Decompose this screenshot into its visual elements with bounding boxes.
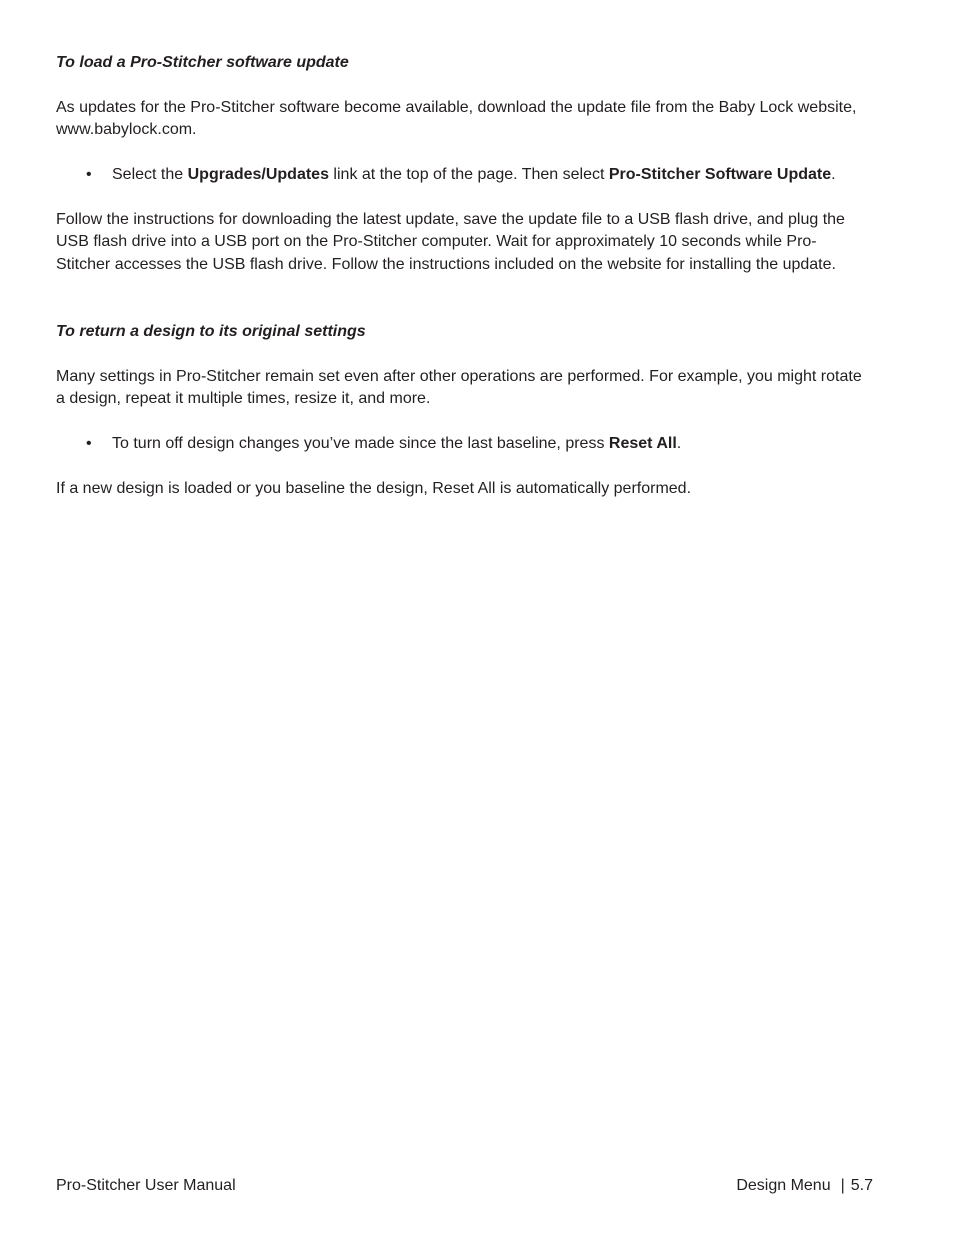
- software-update-label: Pro-Stitcher Software Update: [608, 166, 832, 183]
- paragraph-settings-remain: Many settings in Pro-Stitcher remain set even after other operations are performed. For example, you might rotate a design, repeat it multiple times, resize it, and more.: [56, 368, 862, 408]
- bullet-text: [112, 433, 681, 455]
- footer-section-name: Design Menu: [736, 1177, 831, 1194]
- reset-all-label: Reset All: [608, 435, 677, 452]
- bullet-text: [112, 164, 836, 186]
- bullet-text-suffix: .: [676, 435, 682, 452]
- footer-manual-title: Pro-Stitcher User Manual: [56, 1177, 236, 1194]
- upgrades-updates-link-label: Upgrades/Updates: [187, 166, 329, 183]
- paragraph-reset-automatic: If a new design is loaded or you baseline the design, Reset All is automatically performed.: [56, 480, 692, 497]
- bullet-marker: •: [86, 435, 92, 452]
- bullet-text-suffix: .: [831, 166, 836, 183]
- footer-page-info: [736, 1175, 873, 1197]
- heading-load-software-update: To load a Pro-Stitcher software update: [56, 54, 349, 71]
- footer-separator: |: [840, 1177, 845, 1194]
- paragraph-follow-instructions: Follow the instructions for downloading the latest update, save the update file to a USB flash drive, and plug the USB flash drive into a USB port on the Pro-Stitcher computer. Wait for approximately 10 seconds while Pro-Stitcher accesses the USB flash drive. Follow the instructions included on the website for installing the update.: [56, 211, 845, 273]
- bullet-text-middle: link at the top of the page. Then select: [328, 166, 609, 183]
- heading-return-original-settings: To return a design to its original settings: [56, 323, 366, 340]
- bullet-text-prefix: To turn off design changes you’ve made since the last baseline, press: [112, 435, 609, 452]
- paragraph-updates-available: As updates for the Pro-Stitcher software become available, download the update file from the Baby Lock website, www.babylock.com.: [56, 99, 857, 139]
- footer-page-number: 5.7: [850, 1177, 873, 1194]
- bullet-marker: •: [86, 166, 92, 183]
- bullet-text-prefix: Select the: [112, 166, 188, 183]
